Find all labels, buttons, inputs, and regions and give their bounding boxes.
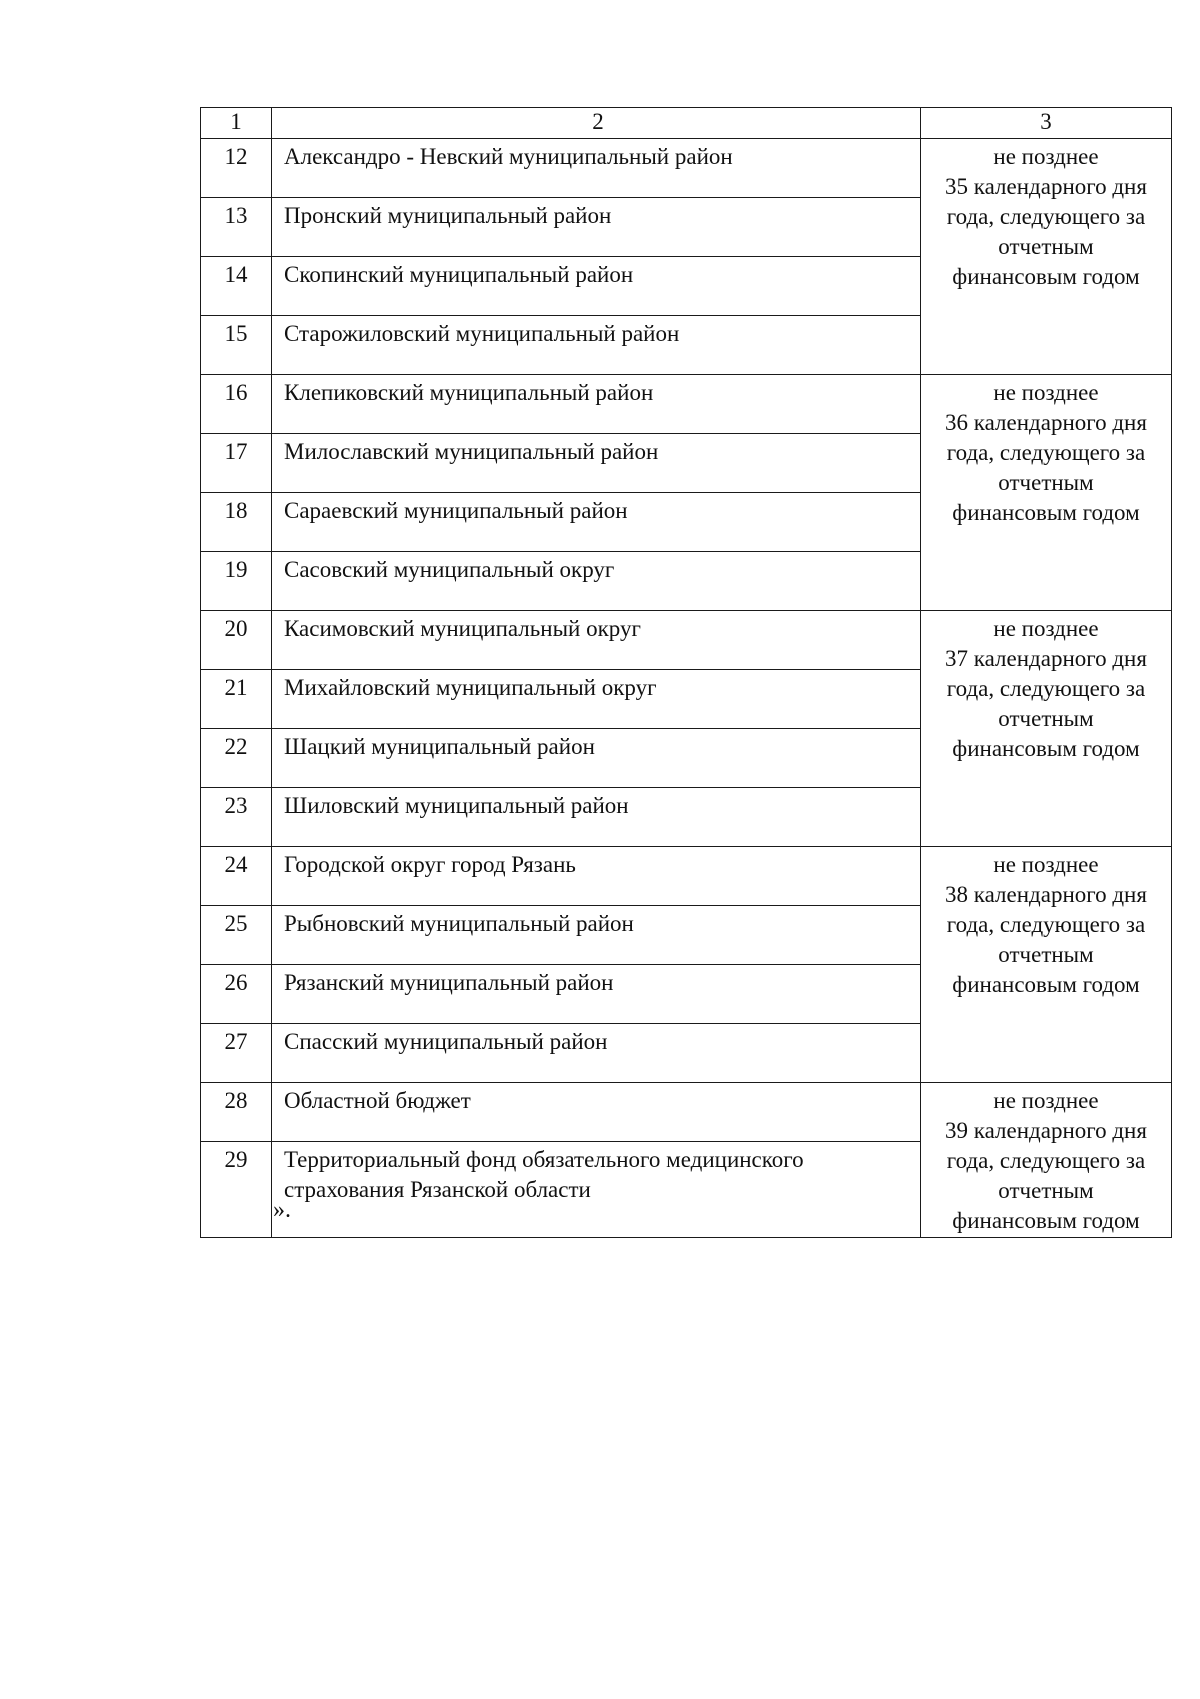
row-number: 21	[201, 670, 272, 729]
deadline-line: 36 календарного дня	[945, 410, 1147, 435]
entity-name: Пронский муниципальный район	[272, 198, 921, 257]
deadline-line: финансовым годом	[952, 972, 1140, 997]
deadline-line: не позднее	[993, 1088, 1099, 1113]
entity-name: Территориальный фонд обязательного медицинского страхования Рязанской области	[272, 1142, 921, 1238]
entity-name: Касимовский муниципальный округ	[272, 611, 921, 670]
table-row	[201, 847, 1172, 906]
deadline-line: 39 календарного дня	[945, 1118, 1147, 1143]
deadline-cell	[921, 139, 1172, 375]
deadline-line: финансовым годом	[952, 264, 1140, 289]
row-number: 29	[201, 1142, 272, 1238]
entity-name: Рязанский муниципальный район	[272, 965, 921, 1024]
row-number: 26	[201, 965, 272, 1024]
entity-name: Михайловский муниципальный округ	[272, 670, 921, 729]
deadline-line: не позднее	[993, 616, 1099, 641]
deadline-line: года, следующего за	[946, 440, 1146, 465]
deadline-line: отчетным	[998, 706, 1094, 731]
entity-name: Шацкий муниципальный район	[272, 729, 921, 788]
deadline-cell	[921, 847, 1172, 1083]
deadline-line: отчетным	[998, 1178, 1094, 1203]
row-number: 18	[201, 493, 272, 552]
deadline-line: года, следующего за	[946, 1148, 1146, 1173]
column-number-3: 3	[921, 108, 1172, 139]
entity-name: Спасский муниципальный район	[272, 1024, 921, 1083]
deadline-line: года, следующего за	[946, 676, 1146, 701]
deadline-line: года, следующего за	[946, 204, 1146, 229]
deadline-line: финансовым годом	[952, 1208, 1140, 1233]
column-number-2: 2	[272, 108, 921, 139]
row-number: 16	[201, 375, 272, 434]
deadline-line: финансовым годом	[952, 500, 1140, 525]
deadline-line: года, следующего за	[946, 912, 1146, 937]
entity-name: Александро - Невский муниципальный район	[272, 139, 921, 198]
table-row	[201, 611, 1172, 670]
deadline-cell	[921, 611, 1172, 847]
deadline-line: отчетным	[998, 942, 1094, 967]
column-number-row	[201, 108, 1172, 139]
entity-name: Шиловский муниципальный район	[272, 788, 921, 847]
table-row	[201, 375, 1172, 434]
deadline-line: не позднее	[993, 144, 1099, 169]
row-number: 13	[201, 198, 272, 257]
row-number: 25	[201, 906, 272, 965]
deadline-cell	[921, 1083, 1172, 1238]
deadline-line: не позднее	[993, 380, 1099, 405]
table-row	[201, 139, 1172, 198]
deadline-line: 37 календарного дня	[945, 646, 1147, 671]
entity-name: Сасовский муниципальный округ	[272, 552, 921, 611]
entity-name: Милославский муниципальный район	[272, 434, 921, 493]
row-number: 24	[201, 847, 272, 906]
column-number-1: 1	[201, 108, 272, 139]
deadline-line: отчетным	[998, 470, 1094, 495]
deadline-line: отчетным	[998, 234, 1094, 259]
row-number: 20	[201, 611, 272, 670]
entity-name: Областной бюджет	[272, 1083, 921, 1142]
entity-name: Сараевский муниципальный район	[272, 493, 921, 552]
row-number: 12	[201, 139, 272, 198]
deadline-cell	[921, 375, 1172, 611]
row-number: 23	[201, 788, 272, 847]
row-number: 28	[201, 1083, 272, 1142]
entity-name: Клепиковский муниципальный район	[272, 375, 921, 434]
row-number: 19	[201, 552, 272, 611]
table-body	[201, 108, 1172, 1238]
row-number: 14	[201, 257, 272, 316]
reporting-deadline-table	[200, 107, 1172, 1238]
row-number: 22	[201, 729, 272, 788]
closing-quote-mark: ».	[273, 1197, 291, 1223]
entity-name: Скопинский муниципальный район	[272, 257, 921, 316]
row-number: 27	[201, 1024, 272, 1083]
row-number: 15	[201, 316, 272, 375]
deadline-line: не позднее	[993, 852, 1099, 877]
deadline-line: 38 календарного дня	[945, 882, 1147, 907]
row-number: 17	[201, 434, 272, 493]
entity-name: Старожиловский муниципальный район	[272, 316, 921, 375]
entity-name: Рыбновский муниципальный район	[272, 906, 921, 965]
deadline-line: 35 календарного дня	[945, 174, 1147, 199]
entity-name: Городской округ город Рязань	[272, 847, 921, 906]
table-row	[201, 1083, 1172, 1142]
deadline-line: финансовым годом	[952, 736, 1140, 761]
